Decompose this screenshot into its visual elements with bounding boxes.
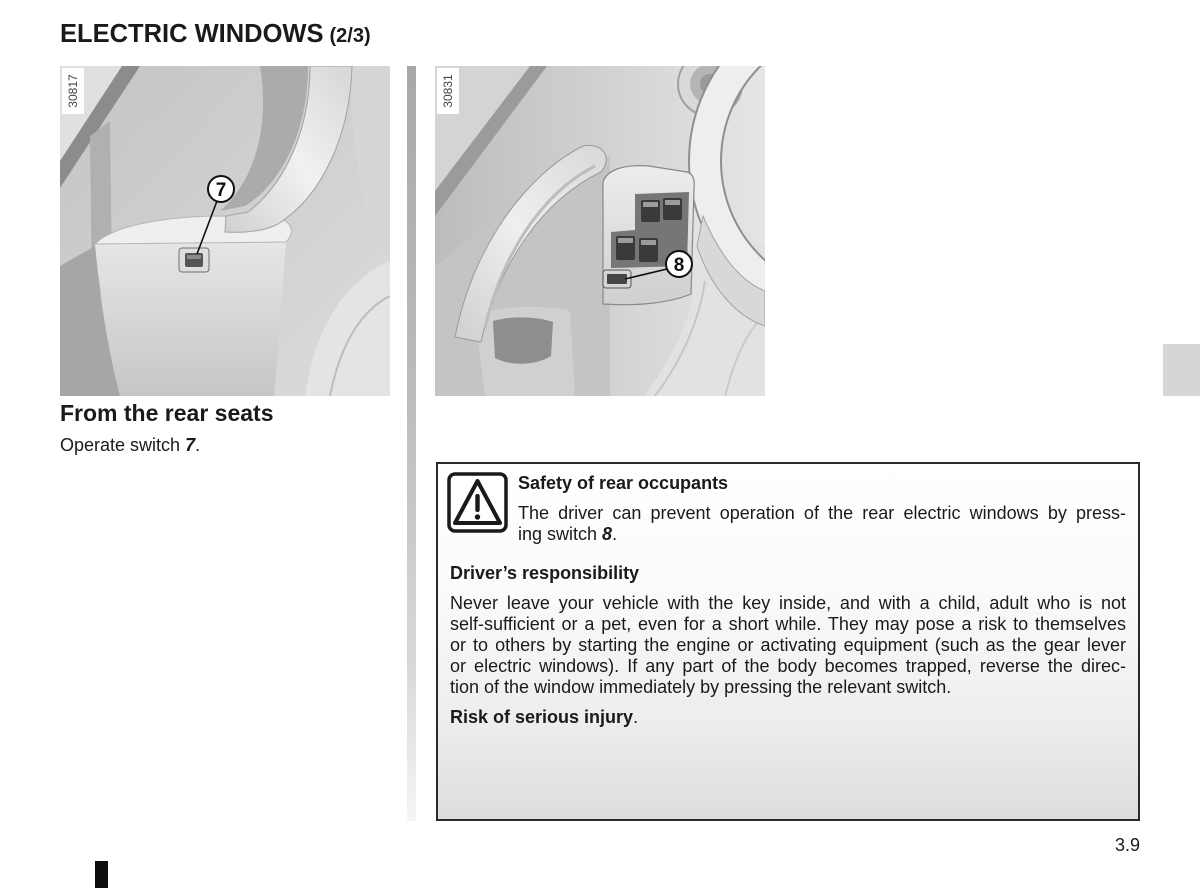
figure-rear-door xyxy=(60,66,390,396)
button-highlight xyxy=(641,240,656,245)
driver-door-illustration xyxy=(435,66,765,396)
figure-driver-door xyxy=(435,66,765,396)
responsibility-text-line: self-sufficient or a pet, even for a short while. They may pose a risk to themselves xyxy=(450,614,1126,634)
callout-number: 7 xyxy=(215,180,227,201)
figure-ref-label: 30817 xyxy=(66,74,80,108)
column-divider xyxy=(407,66,416,821)
switch-highlight xyxy=(187,255,201,259)
chapter-tab xyxy=(1163,344,1200,396)
warning-box xyxy=(436,462,1140,821)
responsibility-text-line: or electric windows). If any part of the body becomes trapped, reverse the direc- xyxy=(450,656,1126,676)
icon-exclamation-dot xyxy=(475,514,480,519)
warning-text-before: ing switch xyxy=(518,524,603,544)
figure-ref-label: 30831 xyxy=(441,74,455,108)
responsibility-text-line: tion of the window immediately by pressing the relevant switch. xyxy=(450,677,952,697)
warning-heading: Safety of rear occupants xyxy=(518,473,729,493)
button-highlight xyxy=(643,202,658,207)
page-title xyxy=(60,19,371,49)
rear-window-switch xyxy=(179,248,209,272)
responsibility-text-line: Never leave your vehicle with the key inside, and with a child, adult who is not xyxy=(450,593,1126,613)
switch-reference: 8 xyxy=(602,524,613,544)
body-text-after: . xyxy=(195,435,201,455)
body-text xyxy=(60,434,200,456)
warning-triangle-icon xyxy=(447,472,508,533)
warning-text-after: . xyxy=(612,524,618,544)
rear-door-illustration xyxy=(60,66,390,396)
warning-triangle-graphic xyxy=(447,472,508,533)
page-edge-marker xyxy=(95,861,108,888)
risk-text: Risk of serious injury xyxy=(450,707,634,727)
icon-exclamation-bar xyxy=(475,494,479,512)
button-highlight xyxy=(665,200,680,205)
risk-statement xyxy=(450,707,1126,728)
warning-text-line xyxy=(518,524,1126,545)
section-heading: From the rear seats xyxy=(60,400,274,426)
pull-cup xyxy=(493,317,553,363)
switch-button xyxy=(607,274,627,284)
switch-reference: 7 xyxy=(185,435,196,455)
page-title-part: (2/3) xyxy=(329,25,371,47)
button-highlight xyxy=(618,238,633,243)
responsibility-text-line: or to others by starting the engine or activating equipment (such as the gear lever xyxy=(450,635,1126,655)
warning-text-line: The driver can prevent operation of the rear electric windows by press- xyxy=(518,503,1126,523)
callout-number: 8 xyxy=(673,255,685,276)
page-number: 3.9 xyxy=(1114,835,1140,855)
responsibility-heading: Driver’s responsibility xyxy=(450,563,640,583)
page-title-text: ELECTRIC WINDOWS xyxy=(60,20,324,48)
body-text-before: Operate switch xyxy=(60,435,186,455)
risk-text-end: . xyxy=(633,707,639,727)
